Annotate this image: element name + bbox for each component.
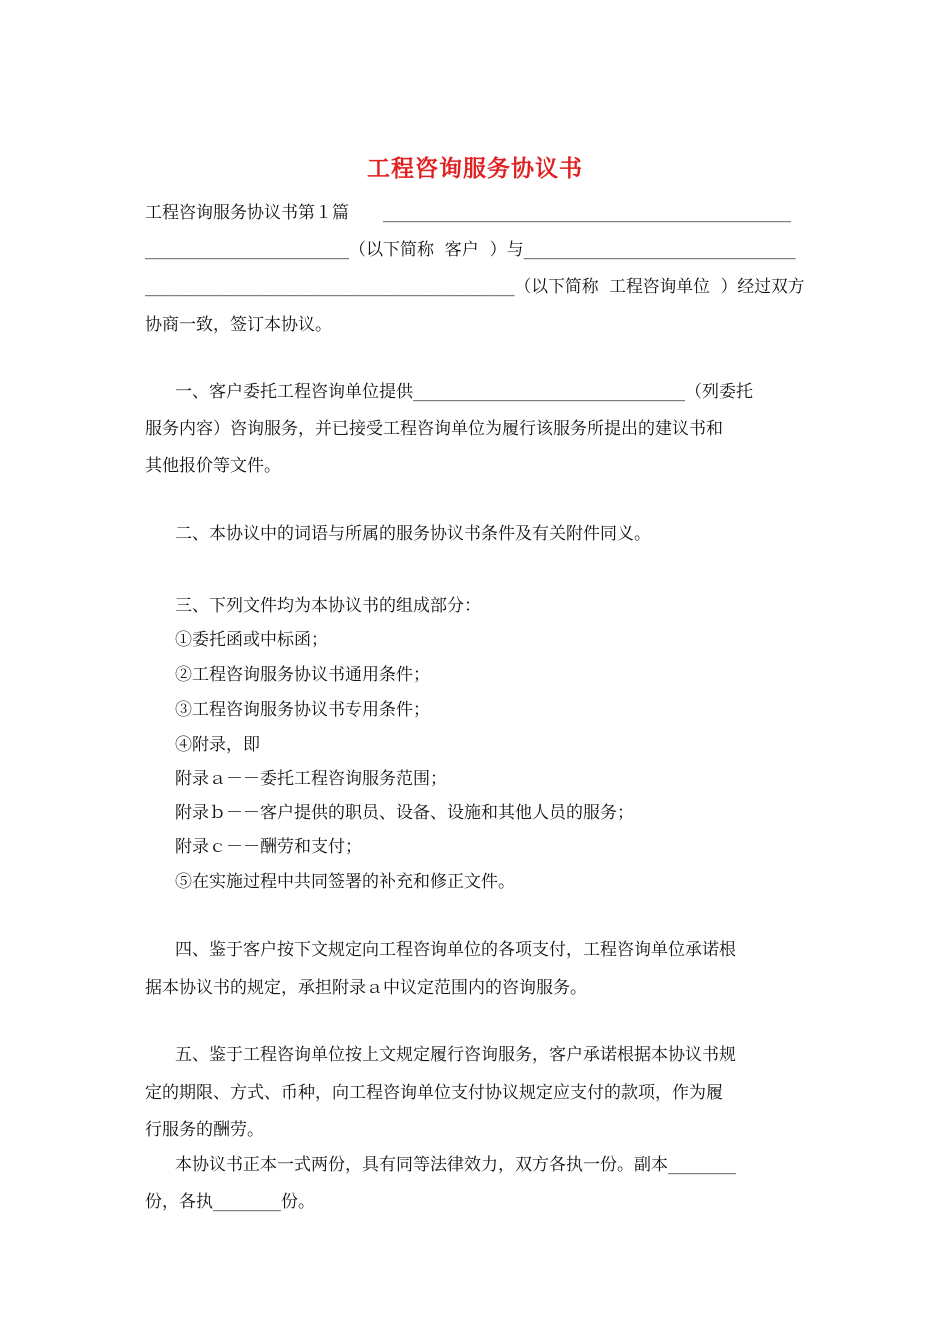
copies-line-1: 本协议书正本一式两份，具有同等法律效力，双方各执一份。副本________ (175, 1155, 736, 1175)
clause-3-item-2: ②工程咨询服务协议书通用条件； (175, 665, 430, 685)
clause-4-line-1: 四、鉴于客户按下文规定向工程咨询单位的各项支付，工程咨询单位承诺根 (175, 940, 736, 960)
clause-5-line-2: 定的期限、方式、币种，向工程咨询单位支付协议规定应支付的款项，作为履 (145, 1083, 723, 1103)
appendix-c: 附录ｃ－－酬劳和支付； (175, 837, 362, 857)
document-title: 工程咨询服务协议书 (367, 155, 583, 182)
clause-1-line-1: 一、客户委托工程咨询单位提供________________________________（列委托 (175, 382, 753, 402)
intro-line-4: 协商一致，签订本协议。 (145, 315, 332, 335)
clause-5-line-1: 五、鉴于工程咨询单位按上文规定履行咨询服务，客户承诺根据本协议书规 (175, 1045, 736, 1065)
clause-3-item-1: ①委托函或中标函； (175, 630, 328, 650)
clause-1-line-3: 其他报价等文件。 (145, 456, 281, 476)
clause-3-item-5: ⑤在实施过程中共同签署的补充和修正文件。 (175, 872, 515, 892)
clause-3-item-3: ③工程咨询服务协议书专用条件； (175, 700, 430, 720)
clause-2: 二、本协议中的词语与所属的服务协议书条件及有关附件同义。 (175, 524, 651, 544)
intro-line-1: 工程咨询服务协议书第１篇 ________________________________________________ (145, 203, 791, 223)
clause-3-item-4: ④附录，即 (175, 735, 260, 755)
clause-1-line-2: 服务内容）咨询服务，并已接受工程咨询单位为履行该服务所提出的建议书和 (145, 419, 723, 439)
clause-4-line-2: 据本协议书的规定，承担附录ａ中议定范围内的咨询服务。 (145, 978, 587, 998)
clause-3-heading: 三、下列文件均为本协议书的组成部分： (175, 596, 481, 616)
intro-line-2: ________________________（以下简称 客户 ）与________________________________ (145, 240, 796, 260)
copies-line-2: 份，各执________份。 (145, 1192, 315, 1212)
intro-line-3: ____________________________________________（以下简称 工程咨询单位 ）经过双方 (145, 277, 805, 297)
appendix-b: 附录ｂ－－客户提供的职员、设备、设施和其他人员的服务； (175, 803, 634, 823)
appendix-a: 附录ａ－－委托工程咨询服务范围； (175, 769, 447, 789)
clause-5-line-3: 行服务的酬劳。 (145, 1120, 264, 1140)
